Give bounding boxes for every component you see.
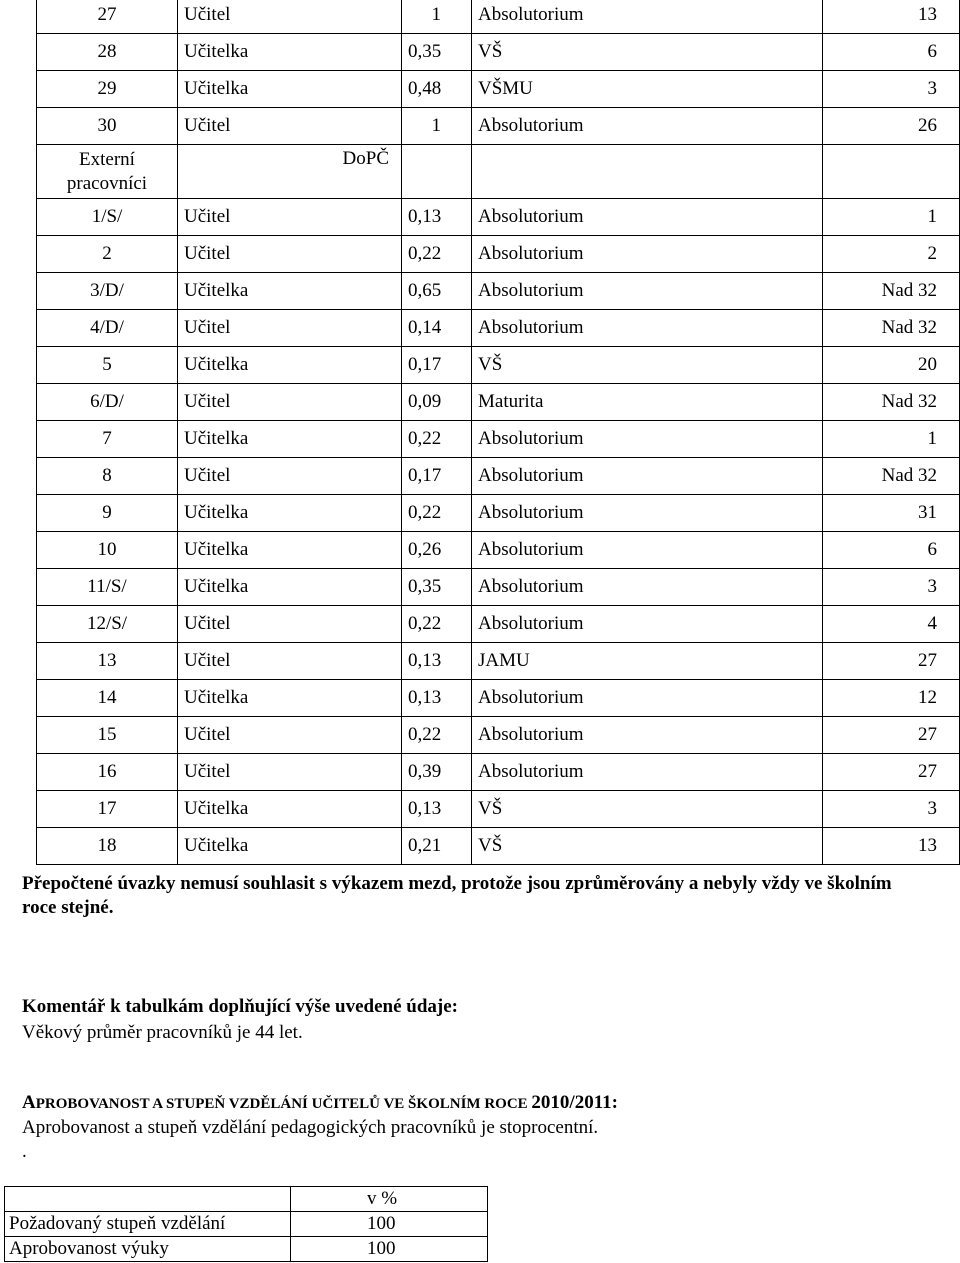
aprobace-heading-part: A (22, 1092, 36, 1113)
cell-fte: 0,65 (402, 273, 472, 310)
table-row (37, 532, 960, 569)
cell-role: Učitel (178, 236, 402, 273)
cell-empty (823, 145, 960, 199)
cell-years: 3 (823, 791, 960, 828)
summary-value: 100 (291, 1212, 488, 1237)
table-row (37, 34, 960, 71)
cell-years: 3 (823, 569, 960, 606)
cell-fte: 0,22 (402, 236, 472, 273)
comment-heading: Komentář k tabulkám doplňující výše uvedené údaje: (22, 996, 458, 1017)
cell-id: 28 (37, 34, 178, 71)
cell-id: 10 (37, 532, 178, 569)
cell-empty (472, 145, 823, 199)
aprobace-heading-part: 2010/2011: (531, 1092, 618, 1113)
cell-id: 2 (37, 236, 178, 273)
cell-education: Absolutorium (472, 458, 823, 495)
cell-years: 27 (823, 717, 960, 754)
cell-role: Učitel (178, 458, 402, 495)
table-row (37, 108, 960, 145)
cell-role: Učitelka (178, 532, 402, 569)
cell-education: Absolutorium (472, 532, 823, 569)
cell-fte: 0,09 (402, 384, 472, 421)
cell-years: 13 (823, 828, 960, 865)
cell-id: 5 (37, 347, 178, 384)
summary-table (4, 1186, 488, 1262)
staff-table (36, 0, 960, 865)
cell-role: Učitelka (178, 680, 402, 717)
cell-years: 27 (823, 643, 960, 680)
cell-role: Učitel (178, 754, 402, 791)
cell-role: Učitel (178, 643, 402, 680)
cell-fte: 0,17 (402, 347, 472, 384)
cell-role: Učitelka (178, 828, 402, 865)
cell-fte: 0,13 (402, 199, 472, 236)
cell-fte: 1 (402, 108, 472, 145)
table-row (37, 606, 960, 643)
cell-education: VŠ (472, 34, 823, 71)
table-row (37, 569, 960, 606)
cell-id: 14 (37, 680, 178, 717)
table-row (37, 199, 960, 236)
cell-id: 4/D/ (37, 310, 178, 347)
cell-education: Maturita (472, 384, 823, 421)
table-row (37, 680, 960, 717)
cell-years: 31 (823, 495, 960, 532)
cell-role: Učitel (178, 108, 402, 145)
cell-fte: 0,13 (402, 643, 472, 680)
cell-id: 6/D/ (37, 384, 178, 421)
cell-role: Učitelka (178, 347, 402, 384)
summary-header-row (5, 1187, 488, 1212)
cell-id: 9 (37, 495, 178, 532)
cell-role: Učitel (178, 310, 402, 347)
cell-role: Učitel (178, 384, 402, 421)
cell-id: 29 (37, 71, 178, 108)
cell-id: 18 (37, 828, 178, 865)
summary-header-unit: v % (291, 1187, 488, 1212)
table-row (37, 828, 960, 865)
aprobace-heading (22, 1091, 618, 1116)
cell-education: VŠ (472, 347, 823, 384)
table-row (37, 71, 960, 108)
table-row (37, 384, 960, 421)
cell-years: 20 (823, 347, 960, 384)
table-row (37, 791, 960, 828)
cell-id: 7 (37, 421, 178, 458)
aprobace-section (22, 1091, 618, 1164)
cell-education: JAMU (472, 643, 823, 680)
cell-fte: 0,14 (402, 310, 472, 347)
cell-fte: 0,22 (402, 606, 472, 643)
cell-years: 2 (823, 236, 960, 273)
cell-role: Učitel (178, 717, 402, 754)
cell-years: 4 (823, 606, 960, 643)
table-row (37, 754, 960, 791)
cell-role: Učitelka (178, 791, 402, 828)
cell-fte: 0,13 (402, 680, 472, 717)
note-fte: Přepočtené úvazky nemusí souhlasit s výkazem mezd, protože jsou zprůměrovány a nebyly vždy ve školním roce stejné. (22, 873, 892, 918)
cell-education: VŠ (472, 791, 823, 828)
cell-role: Učitelka (178, 34, 402, 71)
cell-role: Učitelka (178, 273, 402, 310)
cell-fte: 0,21 (402, 828, 472, 865)
cell-years: 13 (823, 0, 960, 34)
cell-fte: 0,22 (402, 717, 472, 754)
cell-years: 1 (823, 199, 960, 236)
table-row (37, 458, 960, 495)
cell-role: Učitelka (178, 569, 402, 606)
cell-fte: 1 (402, 0, 472, 34)
table-row (37, 643, 960, 680)
aprobace-heading-part: PROBOVANOST A STUPEŇ VZDĚLÁNÍ UČITELŮ VE ŠKOLNÍM ROCE (35, 1096, 532, 1112)
cell-id: 3/D/ (37, 273, 178, 310)
cell-role: Učitelka (178, 495, 402, 532)
table-row (37, 273, 960, 310)
external-label: Externí pracovníci (37, 145, 178, 199)
cell-fte: 0,35 (402, 569, 472, 606)
cell-years: Nad 32 (823, 458, 960, 495)
cell-id: 13 (37, 643, 178, 680)
cell-years: Nad 32 (823, 273, 960, 310)
cell-fte: 0,26 (402, 532, 472, 569)
cell-empty (402, 145, 472, 199)
cell-role: Učitelka (178, 421, 402, 458)
cell-years: Nad 32 (823, 384, 960, 421)
cell-years: Nad 32 (823, 310, 960, 347)
cell-id: 1/S/ (37, 199, 178, 236)
external-dop: DoPČ (178, 145, 402, 199)
table-row (37, 0, 960, 34)
cell-fte: 0,48 (402, 71, 472, 108)
cell-id: 30 (37, 108, 178, 145)
cell-education: Absolutorium (472, 569, 823, 606)
cell-years: 3 (823, 71, 960, 108)
table-row (37, 717, 960, 754)
cell-id: 8 (37, 458, 178, 495)
cell-education: Absolutorium (472, 199, 823, 236)
cell-fte: 0,22 (402, 495, 472, 532)
table-row (37, 310, 960, 347)
cell-years: 27 (823, 754, 960, 791)
cell-education: VŠ (472, 828, 823, 865)
cell-fte: 0,13 (402, 791, 472, 828)
cell-education: Absolutorium (472, 236, 823, 273)
external-header-row (37, 145, 960, 199)
cell-id: 15 (37, 717, 178, 754)
cell-education: Absolutorium (472, 273, 823, 310)
cell-fte: 0,39 (402, 754, 472, 791)
cell-years: 6 (823, 34, 960, 71)
cell-id: 17 (37, 791, 178, 828)
cell-years: 12 (823, 680, 960, 717)
cell-education: Absolutorium (472, 421, 823, 458)
cell-years: 26 (823, 108, 960, 145)
summary-label: Požadovaný stupeň vzdělání (5, 1212, 291, 1237)
table-row (37, 236, 960, 273)
aprobace-dot: . (22, 1141, 27, 1162)
summary-row (5, 1237, 488, 1262)
cell-education: Absolutorium (472, 310, 823, 347)
cell-education: Absolutorium (472, 495, 823, 532)
cell-years: 1 (823, 421, 960, 458)
comment-section (22, 994, 458, 1046)
cell-id: 12/S/ (37, 606, 178, 643)
cell-years: 6 (823, 532, 960, 569)
table-row (37, 421, 960, 458)
cell-id: 16 (37, 754, 178, 791)
cell-education: Absolutorium (472, 0, 823, 34)
summary-row (5, 1212, 488, 1237)
table-row (37, 495, 960, 532)
cell-education: VŠMU (472, 71, 823, 108)
cell-id: 27 (37, 0, 178, 34)
cell-id: 11/S/ (37, 569, 178, 606)
staff-table-body (37, 0, 960, 865)
cell-education: Absolutorium (472, 606, 823, 643)
summary-header-empty (5, 1187, 291, 1212)
cell-fte: 0,35 (402, 34, 472, 71)
comment-text: Věkový průměr pracovníků je 44 let. (22, 1022, 303, 1043)
cell-role: Učitel (178, 0, 402, 34)
cell-education: Absolutorium (472, 754, 823, 791)
cell-role: Učitelka (178, 71, 402, 108)
cell-role: Učitel (178, 606, 402, 643)
aprobace-text: Aprobovanost a stupeň vzdělání pedagogických pracovníků je stoprocentní. (22, 1117, 599, 1138)
cell-education: Absolutorium (472, 680, 823, 717)
cell-fte: 0,17 (402, 458, 472, 495)
summary-value: 100 (291, 1237, 488, 1262)
cell-role: Učitel (178, 199, 402, 236)
summary-label: Aprobovanost výuky (5, 1237, 291, 1262)
cell-education: Absolutorium (472, 108, 823, 145)
table-row (37, 347, 960, 384)
cell-education: Absolutorium (472, 717, 823, 754)
cell-fte: 0,22 (402, 421, 472, 458)
